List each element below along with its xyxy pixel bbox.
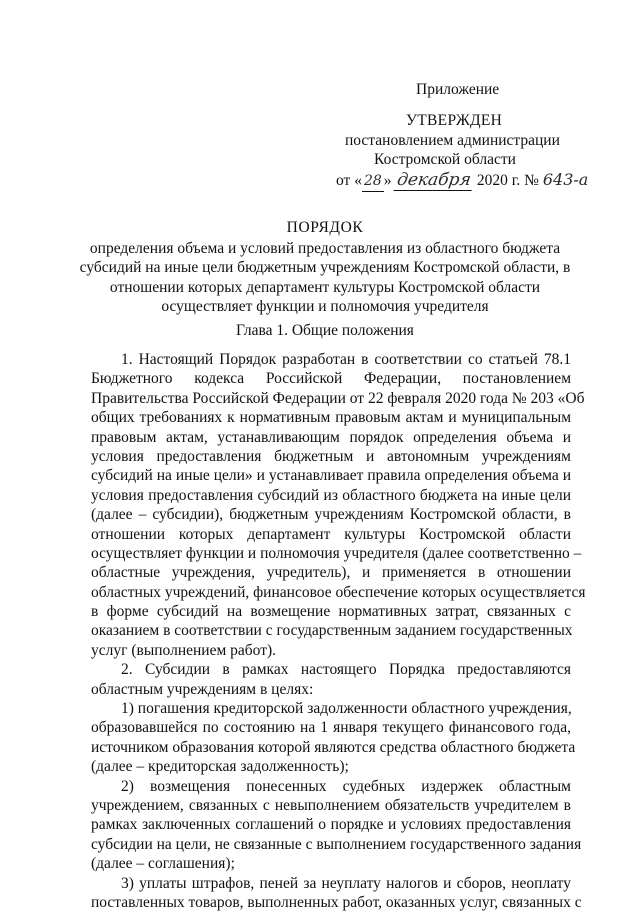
order-number-handwritten: 643-а [542, 170, 589, 189]
date-month-handwritten: декабря [394, 171, 474, 191]
title-line: осуществляет функции и полномочия учредителя [161, 298, 489, 315]
paragraph-line: рамках заключенных соглашений о порядке и условиях предоставления [91, 816, 571, 834]
paragraph-line: Бюджетного кодекса Российской Федерации, постановлением [91, 370, 571, 388]
date-year: 2020 г. № [476, 172, 539, 189]
paragraph-line: осуществляет функции и полномочия учредителя (далее соответственно – [91, 544, 582, 562]
paragraph-line: субсидий на иные цели» и устанавливает правила определения объема и [91, 467, 571, 485]
approval-date-line [336, 170, 588, 192]
paragraph-line: общих требованиях к нормативным правовым актам и муниципальным [91, 409, 571, 427]
date-quote: » [383, 172, 392, 189]
paragraph-line: областные учреждения, учредитель), и применяется в отношении [91, 564, 571, 582]
paragraph-line: 2. Субсидии в рамках настоящего Порядка предоставляются [121, 661, 571, 679]
paragraph-line: 2) возмещения понесенных судебных издержек областным [121, 777, 571, 795]
paragraph-line: образовавшейся по состоянию на 1 января текущего финансового года, [91, 719, 571, 737]
paragraph-line: в форме субсидий на возмещение нормативных затрат, связанных с [91, 603, 571, 621]
paragraph-line: 1. Настоящий Порядок разработан в соответствии со статьей 78.1 [121, 351, 571, 368]
appendix-label: Приложение [416, 81, 500, 98]
paragraph-line: Правительства Российской Федерации от 22 февраля 2020 года № 203 «Об [91, 389, 585, 407]
approved-by: постановлением администрации [345, 132, 560, 149]
paragraph-line: субсидии на цели, не связанные с выполнением государственного задания [91, 835, 582, 853]
paragraph-line: отношении которых департамент культуры Костромской области [91, 525, 571, 543]
paragraph-line: областных учреждений, финансовое обеспечение которых осуществляется [91, 583, 586, 601]
paragraph-line: условия предоставления бюджетным и автономным учреждениям [91, 447, 571, 465]
document-title: ПОРЯДОК [286, 219, 364, 236]
paragraph-line: (далее – кредиторская задолженность); [91, 758, 349, 776]
paragraph-line: поставленных товаров, выполненных работ, оказанных услуг, связанных с [91, 893, 582, 911]
paragraph-line: правовым актам, устанавливающим порядок определения объема и [91, 428, 571, 446]
approved-region: Костромской области [374, 151, 516, 168]
chapter-heading: Глава 1. Общие положения [236, 322, 414, 339]
date-day-handwritten: 28 [362, 172, 384, 192]
document-body [91, 350, 586, 912]
paragraph-line: 3) уплаты штрафов, пеней за неуплату налогов и сборов, неоплату [121, 874, 571, 892]
paragraph-line: условия предоставления субсидий из областного бюджета на иные цели [91, 486, 571, 504]
title-line: отношении которых департамент культуры Костромской области [109, 278, 541, 296]
title-line: субсидий на иные цели бюджетным учреждениям Костромской области, в [79, 259, 571, 276]
paragraph-line: (далее – субсидии), бюджетным учреждениям Костромской области, в [91, 506, 571, 524]
date-prefix: от « [336, 172, 362, 189]
paragraph-line: 1) погашения кредиторской задолженности областного учреждения, [121, 700, 572, 718]
paragraph-line: источником образования которой являются средства областного бюджета [91, 738, 576, 756]
paragraph-line: учреждением, связанных с невыполнением обязательств учредителем в [91, 796, 571, 814]
paragraph-line: оказанием в соответствии с государственным заданием государственных [91, 622, 573, 640]
paragraph-line: областным учреждениям в целях: [91, 680, 314, 698]
title-line: определения объема и условий предоставления из областного бюджета [89, 239, 561, 257]
approved-label: УТВЕРЖДЕН [406, 112, 503, 129]
document-title-block [60, 218, 590, 317]
paragraph-line: услуг (выполнением работ). [91, 641, 277, 659]
paragraph-line: (далее – соглашения); [91, 855, 235, 873]
